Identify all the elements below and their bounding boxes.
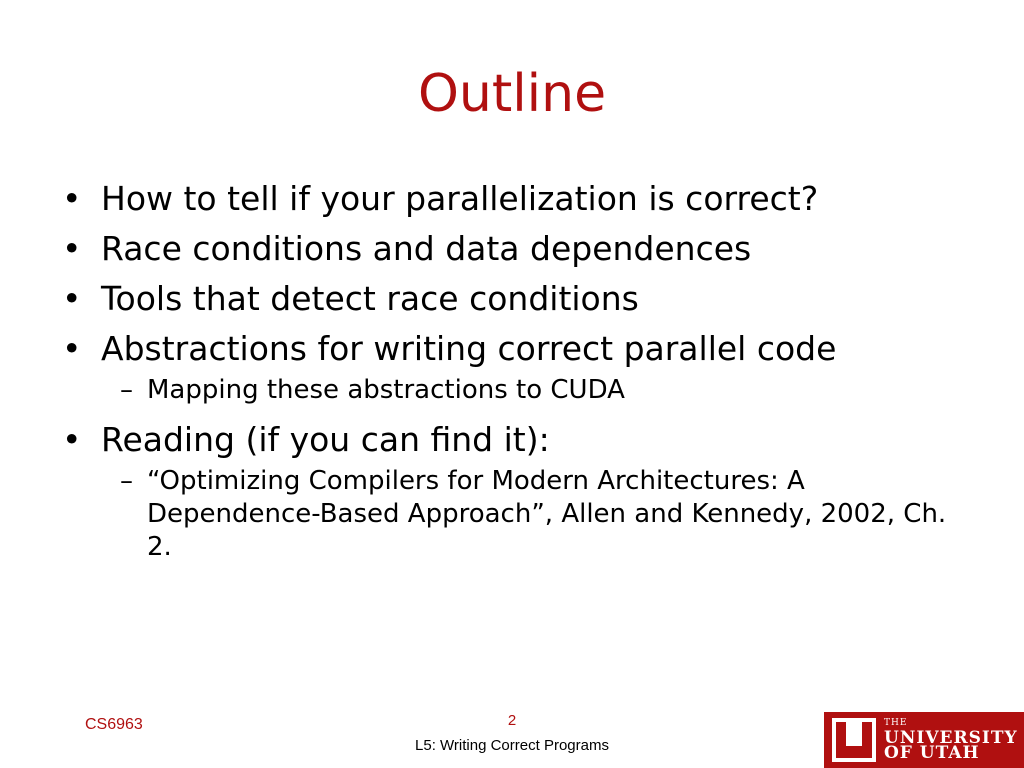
sub-list-item: [104, 374, 958, 407]
bullet-icon: •: [62, 420, 82, 459]
list-item: [58, 180, 958, 218]
page-number: 2: [507, 712, 517, 729]
bullet-icon: •: [62, 279, 82, 318]
bullet-icon: •: [62, 179, 82, 218]
list-item-text: Race conditions and data dependences: [101, 229, 752, 268]
sub-list-item-text: “Optimizing Compilers for Modern Architectures: A Dependence-Based Approach”, Allen and Kennedy, 2002, Ch. 2.: [147, 466, 947, 562]
list-item-text: How to tell if your parallelization is correct?: [101, 179, 819, 218]
list-item: [58, 230, 958, 268]
sub-list-item-text: Mapping these abstractions to CUDA: [147, 375, 625, 405]
university-logo: [824, 712, 1024, 768]
course-code: CS6963: [85, 716, 143, 733]
list-item-text: Reading (if you can find it):: [101, 420, 550, 459]
lecture-title: L5: Writing Correct Programs: [415, 737, 609, 754]
list-item: [58, 280, 958, 318]
u-logo-icon: [832, 718, 876, 762]
bullet-icon: •: [62, 329, 82, 368]
sub-list-item: [104, 465, 958, 564]
list-item: [58, 330, 958, 368]
logo-line-3: OF UTAH: [884, 743, 980, 763]
list-item: [58, 421, 958, 459]
list-item-text: Abstractions for writing correct parallel code: [101, 329, 837, 368]
dash-icon: –: [120, 466, 133, 496]
bullet-list: [58, 180, 958, 578]
dash-icon: –: [120, 375, 133, 405]
bullet-icon: •: [62, 229, 82, 268]
list-item-text: Tools that detect race conditions: [101, 279, 639, 318]
logo-line-2: UNIVERSITY: [884, 728, 1018, 748]
logo-line-1: THE: [884, 718, 908, 728]
slide-title: Outline: [417, 64, 607, 124]
logo-wordmark: [884, 716, 1018, 761]
